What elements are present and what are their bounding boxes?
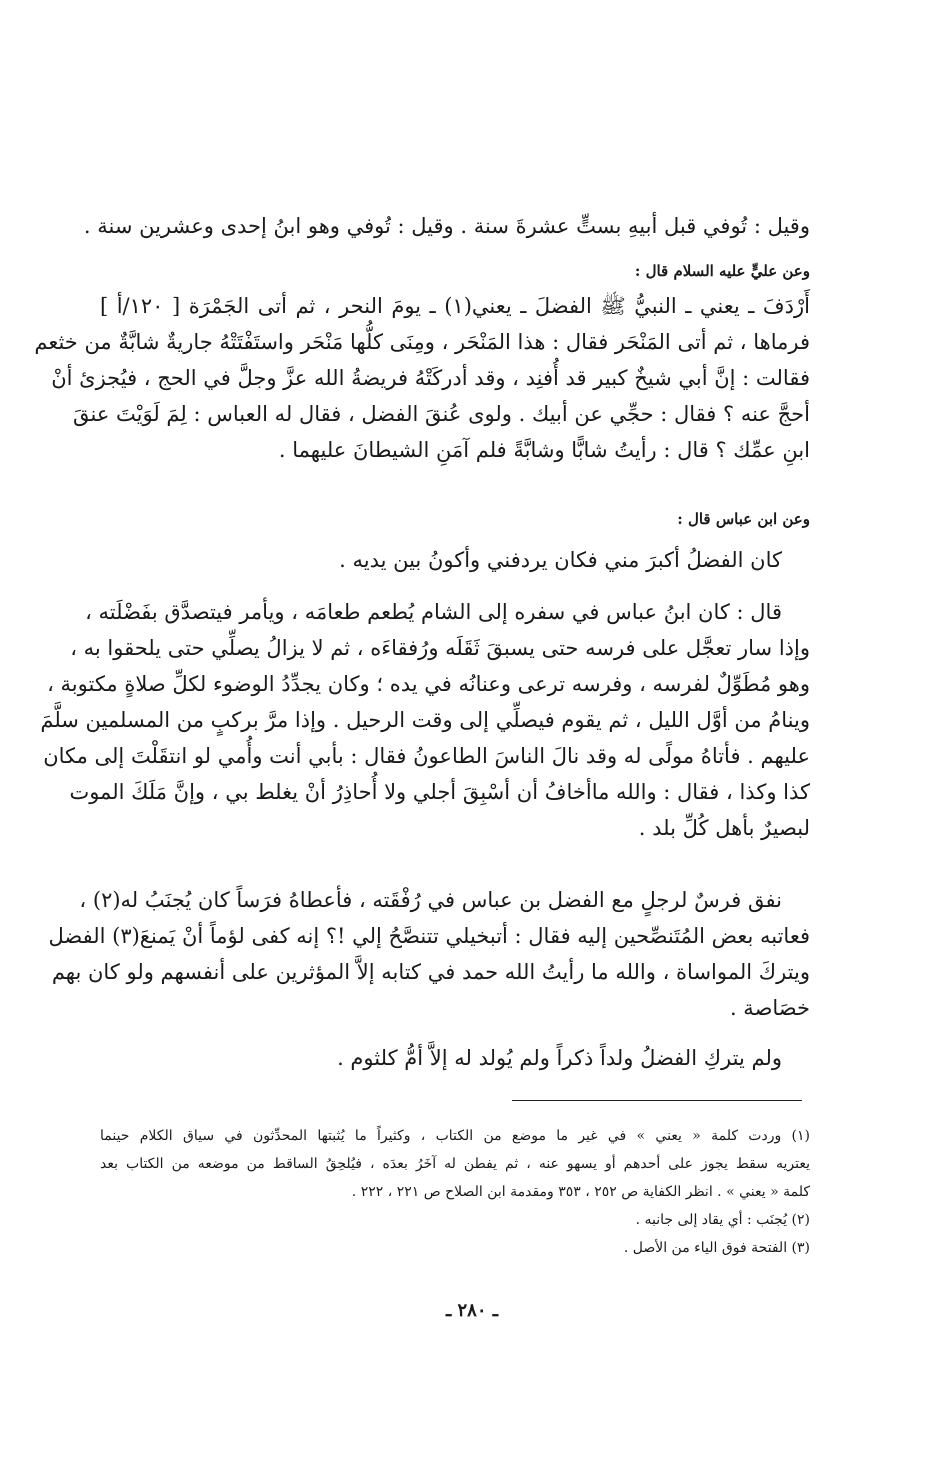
text-line: خصَاصة . [729, 996, 810, 1020]
text-line: ويتركَ المواساة ، والله ما رأيتُ الله حمد في كتابه إلاَّ المؤثرين على أنفسهم ولو كان بهم [51, 960, 810, 984]
text-line: وإذا سار تعجَّل على فرسه حتى يسبقَ ثَقَلَه ورُفقاءَه ، ثم لا يزالُ يصلِّي حتى يلحقوا به ، [70, 636, 810, 660]
text-line: عليهم . فأتاهُ مولًى له وقد نالَ الناسَ الطاعونُ فقال : بأبي أنت وأُمي لو انتقَلْتَ إلى مكان [43, 744, 810, 768]
footnote-1-line: كلمة « يعني » . انظر الكفاية ص ٢٥٢ ، ٣٥٣ ومقدمة ابن الصلاح ص ٢٢١ ، ٢٢٢ . [351, 1184, 810, 1200]
text-line: ابنِ عمِّك ؟ قال : رأيتُ شابًّا وشابَّةً فلم آمَنِ الشيطانَ عليهما . [278, 438, 810, 462]
footnote-2: (٢) يُجنَب : أي يقاد إلى جانبه . [635, 1212, 810, 1228]
footnotes [100, 1122, 810, 1262]
footnote-3: (٣) الفتحة فوق الياء من الأصل . [623, 1240, 810, 1256]
text-line: قال : كان ابنُ عباس في سفره إلى الشام يُطعم طعامَه ، ويأمر فيتصدَّق بفَضْلَته ، [85, 600, 782, 624]
text-line: لبصيرٌ بأهل كُلِّ بلد . [638, 816, 810, 840]
section-heading: وعن ابن عباس قال : [677, 510, 810, 528]
text-line: وهو مُطَوِّلٌ لفرسه ، وفرسه ترعى وعنانُه في يده ؛ وكان يجدِّدُ الوضوء لكلِّ صلاةٍ مكتوبة ، [47, 672, 810, 696]
text-line: ولم يتركِ الفضلُ ولداً ذكراً ولم يُولد له إلاَّ أمُّ كلثوم . [337, 1046, 782, 1070]
heading-ibn-abbas [100, 506, 810, 532]
heading-ali [100, 258, 810, 284]
page-number: ـ ٢٨٠ ـ [445, 1300, 499, 1321]
text-line: فقالت : إنَّ أبي شيخٌ كبير قد أُفنِد ، وقد أدركَتْهُ فريضةُ الله عزَّ وجلَّ في الحج ، فيُجزئ أنْ [51, 366, 810, 390]
footnote-separator [512, 1100, 802, 1101]
text-line: فرماها ، ثم أتى المَنْحَر فقال : هذا المَنْحَر ، ومِنَى كلُّها مَنْحَر واستَفْتَتْهُ جاريةٌ شابَّةٌ من خثعم [34, 330, 810, 354]
paragraph-2 [34, 288, 811, 468]
paragraph-6 [100, 1040, 810, 1076]
text-line: فعاتبه بعض المُتَنصِّحين إليه فقال : أتبخيلي تتنصَّحُ إلي !؟ إنه كفى لؤماً أنْ يَمنعَ(٣) الفضل [48, 924, 810, 948]
text-line: وقيل : تُوفي قبل أبيهِ بستٍّ عشرةَ سنة . وقيل : تُوفي وهو ابنُ إحدى وعشرين سنة . [83, 214, 810, 238]
text-line: وينامُ من أوَّل الليل ، ثم يقوم فيصلِّي إلى وقت الرحيل . وإذا مرَّ بركبٍ من المسلمين سلَّمَ [40, 708, 810, 732]
text-line: أحجَّ عنه ؟ فقال : حجِّي عن أبيك . ولوى عُنقَ الفضل ، فقال له العباس : لِمَ لَوَيْتَ عنقَ [72, 402, 810, 426]
footnote-1-line: (١) وردت كلمة « يعني » في غير ما موضع من الكتاب ، وكثيراً ما يُثبتها المحدِّثون في سياق الكلام حينما [100, 1128, 810, 1144]
section-heading: وعن عليٍّ عليه السلام قال : [634, 262, 810, 280]
paragraph-5 [48, 882, 810, 1026]
text-line: كذا وكذا ، فقال : والله ماأخافُ أن أسْبِقَ أجلي ولا أُحاذِرُ أنْ يغلط بي ، وإنَّ مَلَكَ الموت [69, 780, 810, 804]
paragraph-4 [40, 594, 810, 846]
text-line: نفق فرسٌ لرجلٍ مع الفضل بن عباس في رُفْقَته ، فأعطاهُ فرَساً كان يُجنَبُ له(٢) ، [79, 888, 782, 912]
text-line: كان الفضلُ أكبرَ مني فكان يردفني وأكونُ بين يديه . [339, 548, 782, 572]
paragraph-1 [83, 208, 810, 244]
footnote-1-line: يعتريه سقط يجوز على أحدهم أو يسهو عنه ، ثم يفطن له آخَرُ بعدَه ، فيُلحِقُ الساقط من موضعه من الكتاب بعد [100, 1156, 810, 1172]
paragraph-3 [100, 542, 810, 578]
text-line: أَرْدَفَ ـ يعني ـ النبيُّ ﷺ الفضلَ ـ يعني(١) ـ يومَ النحر ، ثم أتى الجَمْرَة [ ١٢٠/أ ] [100, 294, 811, 318]
